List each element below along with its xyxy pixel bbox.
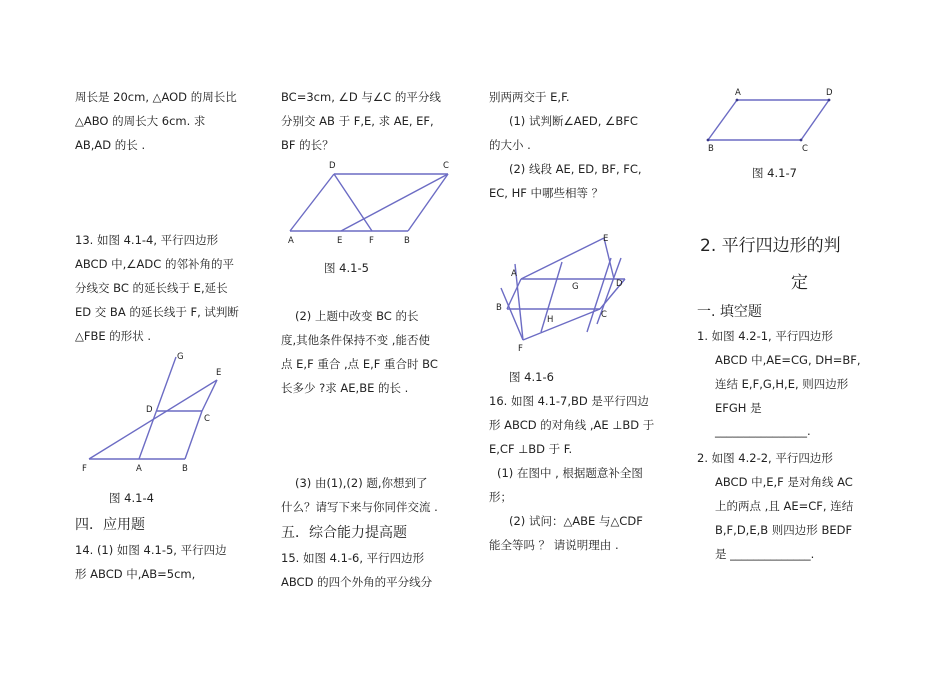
column-1 — [75, 0, 275, 674]
point-label: D — [146, 405, 153, 415]
text-line: (1) 试判断∠AED, ∠BFC — [509, 114, 638, 128]
line-b-c — [408, 174, 448, 231]
figure-4-1-6 — [489, 228, 639, 358]
point-label: A — [288, 236, 294, 246]
point-label: G — [177, 352, 184, 362]
question-1-line: EFGH 是 — [715, 401, 762, 415]
question-1-line: ABCD 中,AE=CG, DH=BF, — [715, 353, 861, 367]
question-14-part2-line: 长多少 ?求 AE,BE 的长 . — [281, 381, 409, 395]
text-line: AB,AD 的长 . — [75, 138, 146, 152]
question-14-line: 14. (1) 如图 4.1-5, 平行四边 — [75, 543, 227, 557]
question-16-line: (2) 试问：△ABE 与△CDF — [509, 514, 643, 528]
question-15-line: 15. 如图 4.1-6, 平行四边形 — [281, 551, 425, 565]
point-label: C — [443, 161, 449, 171]
point-label: D — [329, 161, 336, 171]
answer-blank: ________________. — [715, 424, 811, 438]
question-16-line: 16. 如图 4.1-7,BD 是平行四边 — [489, 394, 649, 408]
figure-caption: 图 4.1-6 — [509, 370, 554, 384]
text-line: BC=3cm, ∠D 与∠C 的平分线 — [281, 90, 441, 104]
figure-caption: 图 4.1-7 — [752, 166, 797, 180]
question-13-line: ABCD 中,∠ADC 的邻补角的平 — [75, 257, 234, 271]
figure-caption: 图 4.1-5 — [324, 261, 369, 275]
text-line: △ABO 的周长大 6cm. 求 — [75, 114, 206, 128]
point-label: G — [572, 282, 579, 292]
question-2-line: B,F,D,E,B 则四边形 BEDF — [715, 523, 853, 537]
line-a-e — [521, 238, 604, 279]
question-14-part2-line: (2) 上题中改变 BC 的长 — [295, 309, 419, 323]
line-a-d — [290, 174, 334, 231]
question-1-line: 连结 E,F,G,H,E, 则四边形 — [715, 377, 849, 391]
point-label: B — [182, 464, 188, 474]
point-label: B — [496, 303, 502, 313]
point-label: E — [337, 236, 343, 246]
point-label: E — [216, 368, 222, 378]
question-14-part2-line: 点 E,F 重合 ,点 E,F 重合时 BC — [281, 357, 438, 371]
question-1-line: 1. 如图 4.2-1, 平行四边形 — [697, 329, 833, 343]
column-2 — [281, 0, 481, 674]
text-line: 周长是 20cm, △AOD 的周长比 — [75, 90, 237, 104]
text-line: 的大小 . — [489, 138, 531, 152]
point-label: A — [136, 464, 142, 474]
line-b-c — [185, 411, 202, 459]
point-label: E — [603, 234, 609, 244]
chapter-title: 2. 平行四边形的判 — [700, 236, 841, 256]
figure-4-1-4 — [75, 350, 235, 480]
point-label: F — [518, 344, 523, 354]
section-heading: 四．应用题 — [75, 517, 145, 533]
section-heading: 五．综合能力提高题 — [281, 525, 407, 541]
question-13-line: ED 交 BA 的延长线于 F, 试判断 — [75, 305, 239, 319]
question-13-line: 13. 如图 4.1-4, 平行四边形 — [75, 233, 219, 247]
text-line: (2) 线段 AE, ED, BF, FC, — [509, 162, 642, 176]
question-13-line: △FBE 的形状 . — [75, 329, 152, 343]
chapter-title-continued: 定 — [791, 273, 808, 293]
question-2-line: ABCD 中,E,F 是对角线 AC — [715, 475, 853, 489]
figure-4-1-5 — [281, 158, 461, 248]
column-4 — [697, 0, 897, 674]
line-e-c — [341, 174, 448, 231]
point-label: H — [547, 315, 554, 325]
question-16-line: E,CF ⊥BD 于 F. — [489, 442, 573, 456]
question-14-line: 形 ABCD 中,AB=5cm, — [75, 567, 196, 581]
point-label: A — [735, 88, 741, 98]
line-f-c — [523, 309, 600, 340]
question-16-line: 能全等吗 ？ 请说明理由 . — [489, 538, 619, 552]
line-d-f — [334, 174, 372, 231]
text-line: EC, HF 中哪些相等 ？ — [489, 186, 604, 200]
figure-caption: 图 4.1-4 — [109, 491, 154, 505]
text-line: 分别交 AB 于 F,E, 求 AE, EF, — [281, 114, 434, 128]
question-14-part2-line: 度,其他条件保持不变 ,能否使 — [281, 333, 430, 347]
text-line: 别两两交于 E,F. — [489, 90, 570, 104]
point-label: B — [404, 236, 410, 246]
point-label: C — [204, 414, 210, 424]
point-label: C — [802, 144, 808, 154]
question-16-line: 形 ABCD 的对角线 ,AE ⊥BD 于 — [489, 418, 655, 432]
point-label: C — [601, 310, 607, 320]
point-label: B — [708, 144, 714, 154]
point-label: D — [616, 279, 623, 289]
question-16-line: 形； — [489, 490, 512, 504]
point-label: F — [369, 236, 374, 246]
question-14-part3-line: (3) 由(1),(2) 题,你想到了 — [295, 476, 428, 490]
point-label: A — [511, 269, 517, 279]
question-2-line: 2. 如图 4.2-2, 平行四边形 — [697, 451, 833, 465]
point-label: F — [82, 464, 87, 474]
question-15-line: ABCD 的四个外角的平分线分 — [281, 575, 433, 589]
point-label: D — [826, 88, 833, 98]
answer-blank: 是 ______________. — [715, 547, 815, 561]
question-16-line: (1) 在图中 , 根据题意补全图 — [497, 466, 643, 480]
section-heading: 一. 填空题 — [697, 304, 762, 320]
question-13-line: 分线交 BC 的延长线于 E,延长 — [75, 281, 228, 295]
question-2-line: 上的两点 ,且 AE=CF, 连结 — [715, 499, 854, 513]
text-line: BF 的长？ — [281, 138, 334, 152]
question-14-part3-line: 什么？请写下来与你同伴交流 . — [281, 500, 438, 514]
